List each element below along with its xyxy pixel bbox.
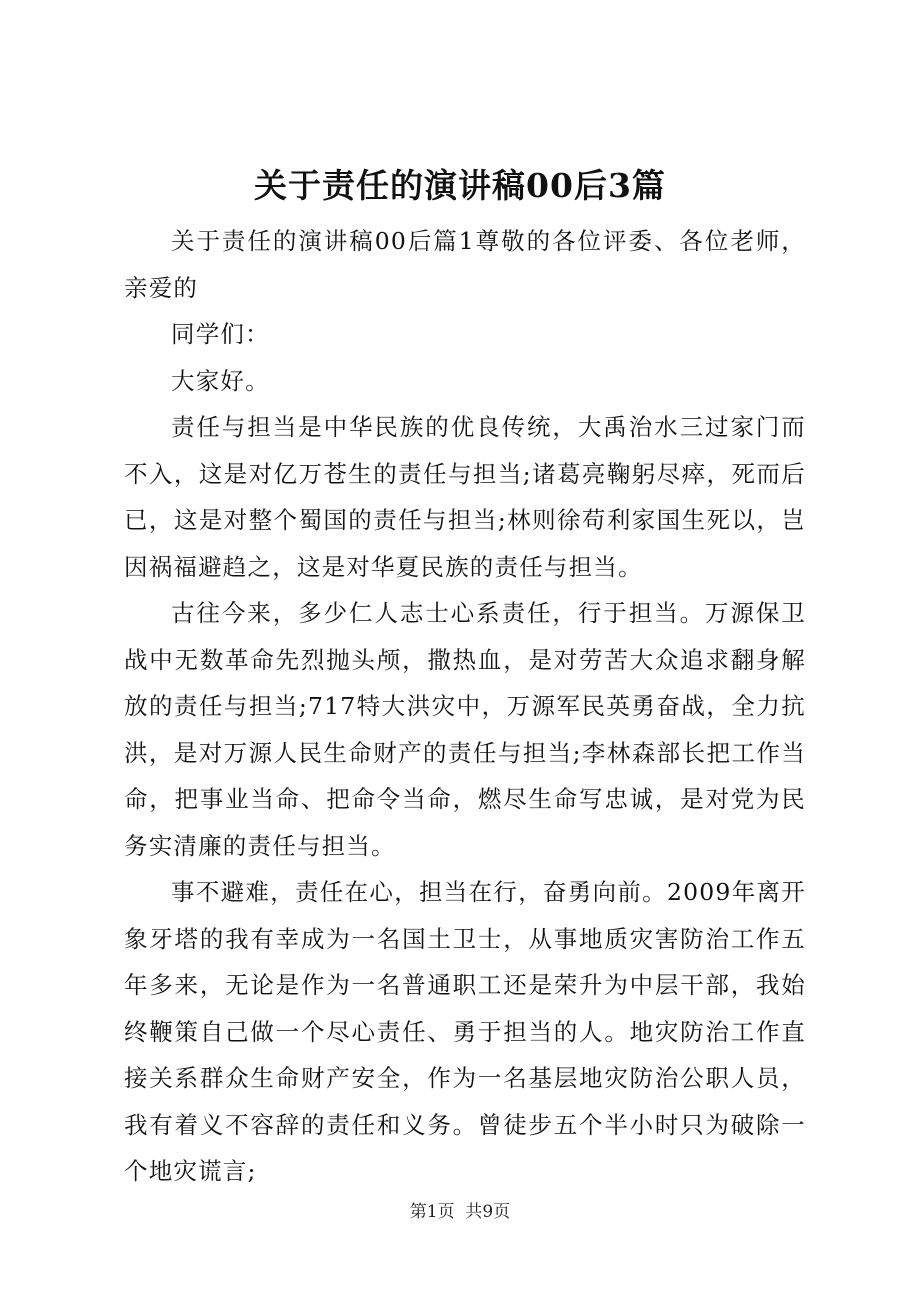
document-body [124,218,806,1195]
page-number: 第1页 [409,1202,455,1222]
paragraph-5: 古往今来，多少仁人志士心系责任，行于担当。万源保卫战中无数革命先烈抛头颅，撒热血，是对劳苦大众追求翻身解放的责任与担当;717特大洪灾中，万源军民英勇奋战，全力抗洪，是对万源人民生命财产的责任与担当;李林森部长把工作当命，把事业当命、把命令当命，燃尽生命写忠诚，是对党为民务实清廉的责任与担当。 [124,599,806,860]
paragraph-1: 关于责任的演讲稿00后篇1尊敬的各位评委、各位老师，亲爱的 [124,227,806,302]
paragraph-6: 事不避难，责任在心，担当在行，奋勇向前。2009年离开象牙塔的我有幸成为一名国土卫士，从事地质灾害防治工作五年多来，无论是作为一名普通职工还是荣升为中层干部，我始终鞭策自己做一个尽心责任、勇于担当的人。地灾防治工作直接关系群众生命财产安全，作为一名基层地灾防治公职人员，我有着义不容辞的责任和义务。曾徒步五个半小时只为破除一个地灾谎言; [124,878,806,1185]
page-footer [0,1200,920,1224]
paragraph-3: 大家好。 [171,366,270,395]
page-total: 共9页 [465,1202,511,1222]
document-title: 关于责任的演讲稿00后3篇 [254,166,666,205]
paragraph-4: 责任与担当是中华民族的优良传统，大禹治水三过家门而不入，这是对亿万苍生的责任与担当;诸葛亮鞠躬尽瘁，死而后已，这是对整个蜀国的责任与担当;林则徐苟利家国生死以，岂因祸福避趋之，这是对华夏民族的责任与担当。 [124,413,806,581]
paragraph-2: 同学们： [171,320,270,348]
